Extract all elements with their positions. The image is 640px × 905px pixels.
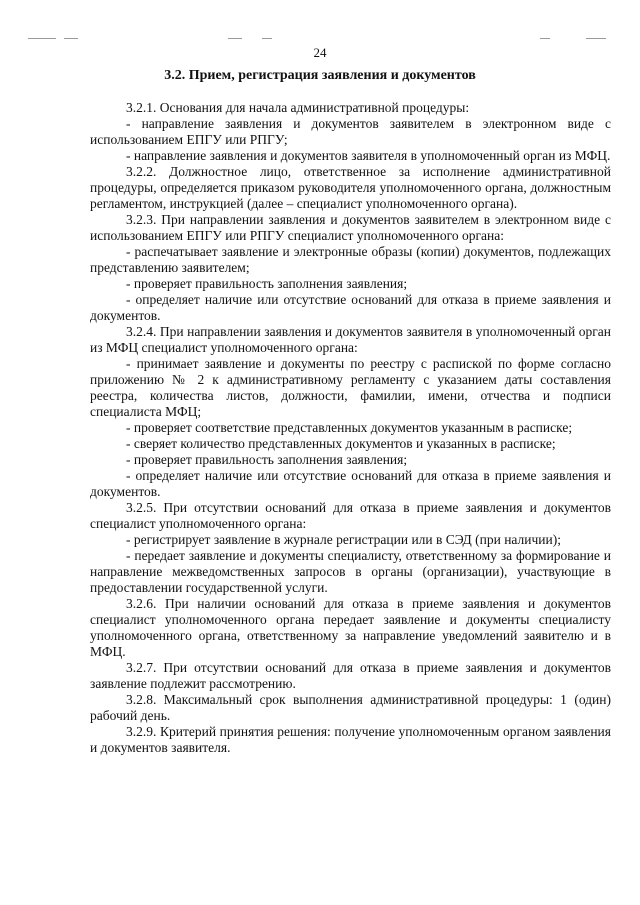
- paragraph: - определяет наличие или отсутствие оснований для отказа в приеме заявления и документов.: [90, 468, 611, 499]
- paragraph: - регистрирует заявление в журнале регистрации или в СЭД (при наличии);: [126, 532, 561, 547]
- paragraph: - принимает заявление и документы по реестру с распиской по форме согласно приложению № 2 к административному регламенту с указанием даты составления реестра, количества листов, должности, фамилии, имени, отчества и подписи специалиста МФЦ;: [90, 356, 611, 419]
- paragraph: - передает заявление и документы специалисту, ответственному за формирование и направление межведомственных запросов в органы (организации), участвующие в предоставлении государственной услуги.: [90, 548, 611, 595]
- scan-artifact: [64, 38, 78, 39]
- scan-artifact: [262, 38, 272, 39]
- paragraph: 3.2.3. При направлении заявления и документов заявителем в электронном виде с использованием ЕПГУ или РПГУ специалист уполномоченного органа:: [90, 212, 611, 243]
- paragraph: 3.2.8. Максимальный срок выполнения административной процедуры: 1 (один) рабочий день.: [90, 692, 611, 723]
- scan-artifact: [540, 38, 550, 39]
- paragraph: 3.2.5. При отсутствии оснований для отказа в приеме заявления и документов специалист уполномоченного органа:: [90, 500, 611, 531]
- paragraph: - проверяет соответствие представленных документов указанным в расписке;: [126, 420, 573, 435]
- paragraph: - проверяет правильность заполнения заявления;: [126, 452, 408, 467]
- section-heading: 3.2. Прием, регистрация заявления и документов: [164, 68, 476, 83]
- paragraph: - определяет наличие или отсутствие оснований для отказа в приеме заявления и документов.: [90, 292, 611, 323]
- paragraph: - распечатывает заявление и электронные образы (копии) документов, подлежащих представлению заявителем;: [90, 244, 611, 275]
- paragraph: - сверяет количество представленных документов и указанных в расписке;: [126, 436, 556, 451]
- paragraph: - проверяет правильность заполнения заявления;: [126, 276, 408, 291]
- scan-artifact: [228, 38, 242, 39]
- paragraph: 3.2.7. При отсутствии оснований для отказа в приеме заявления и документов заявление подлежит рассмотрению.: [90, 660, 611, 691]
- document-body: [90, 100, 611, 756]
- paragraph: 3.2.2. Должностное лицо, ответственное за исполнение административной процедуры, определяется приказом руководителя уполномоченного органа, должностным регламентом, инструкцией (далее – специалист уполномоченного органа).: [90, 164, 611, 211]
- scan-artifact: [28, 38, 56, 39]
- paragraph: 3.2.9. Критерий принятия решения: получение уполномоченным органом заявления и документов заявителя.: [90, 724, 611, 755]
- scan-artifact: [586, 38, 606, 39]
- page-number: 24: [313, 45, 327, 60]
- paragraph: - направление заявления и документов заявителя в уполномоченный орган из МФЦ.: [126, 148, 611, 163]
- paragraph: 3.2.4. При направлении заявления и документов заявителя в уполномоченный орган из МФЦ специалист уполномоченного органа:: [90, 324, 611, 355]
- paragraph: 3.2.1. Основания для начала административной процедуры:: [126, 100, 470, 115]
- paragraph: 3.2.6. При наличии оснований для отказа в приеме заявления и документов специалист уполномоченного органа передает заявление и документы специалисту уполномоченного органа, ответственному за направление уведомлений заявителю и в МФЦ.: [90, 596, 611, 659]
- paragraph: - направление заявления и документов заявителем в электронном виде с использованием ЕПГУ или РПГУ;: [90, 116, 611, 147]
